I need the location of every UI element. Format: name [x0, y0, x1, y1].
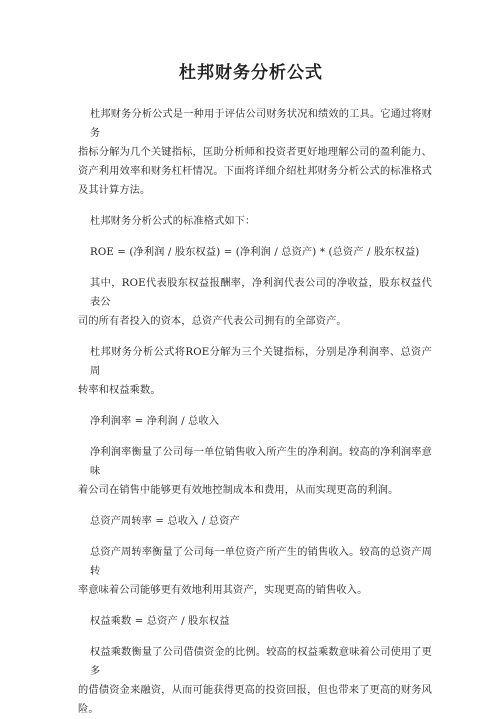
- paragraph-lead: 杜邦财务分析公式将ROE分解为三个关键指标，分别是净利润率、总资产周: [90, 347, 432, 377]
- paragraph-decomposition: [78, 343, 432, 400]
- paragraph-lead: 其中，ROE代表股东权益报酬率，净利润代表公司的净收益，股东权益代表公: [90, 278, 432, 308]
- formula-equity-multiplier: [90, 612, 432, 631]
- paragraph-lead: 净利润率衡量了公司每一单位销售收入所产生的净利润。较高的净利润率意味: [90, 447, 432, 477]
- formula-text: 净利润率 = 净利润 / 总收入: [90, 416, 220, 427]
- paragraph-rest: 司的所有者投入的资本，总资产代表公司拥有的全部资产。: [78, 316, 347, 327]
- paragraph-lead: 杜邦财务分析公式的标准格式如下：: [90, 216, 256, 227]
- paragraph-lead: 总资产周转率衡量了公司每一单位资产所产生的销售收入。较高的总资产周转: [90, 547, 432, 577]
- paragraph-intro: [78, 105, 432, 200]
- paragraph-lead: 权益乘数衡量了公司借债资金的比例。较高的权益乘数意味着公司使用了更多: [90, 647, 432, 677]
- formula-text: ROE = (净利润 / 股东权益) = (净利润 / 总资产) * (总资产 / 股东权益): [90, 247, 420, 258]
- paragraph-format-intro: [90, 212, 432, 231]
- formula-text: 总资产周转率 = 总收入 / 总资产: [90, 516, 240, 527]
- page-title: 杜邦财务分析公式: [179, 63, 323, 83]
- paragraph-equity-multiplier: [78, 643, 432, 719]
- paragraph-asset-turnover: [78, 543, 432, 600]
- formula-asset-turnover: [90, 512, 432, 531]
- paragraph-net-margin: [78, 443, 432, 500]
- paragraph-rest: 率意味着公司能够更有效地利用其资产，实现更高的销售收入。: [78, 585, 368, 596]
- formula-text: 权益乘数 = 总资产 / 股东权益: [90, 616, 230, 627]
- formula-roe: [90, 243, 432, 262]
- paragraph-rest: 指标分解为几个关键指标，匡助分析师和投资者更好地理解公司的盈利能力、资产利用效率和财务杠杆情况。下面将详细介绍杜邦财务分析公式的标准格式及其计算方法。: [78, 147, 432, 196]
- paragraph-roe-definition: [78, 274, 432, 331]
- paragraph-rest: 着公司在销售中能够更有效地控制成本和费用，从而实现更高的利润。: [78, 485, 399, 496]
- paragraph-rest: 转率和权益乘数。: [78, 385, 161, 396]
- paragraph-rest: 的借债资金来融资，从而可能获得更高的投资回报，但也带来了更高的财务风险。: [78, 685, 432, 715]
- formula-net-margin: [90, 412, 432, 431]
- paragraph-lead: 杜邦财务分析公式是一种用于评估公司财务状况和绩效的工具。它通过将财务: [90, 109, 432, 139]
